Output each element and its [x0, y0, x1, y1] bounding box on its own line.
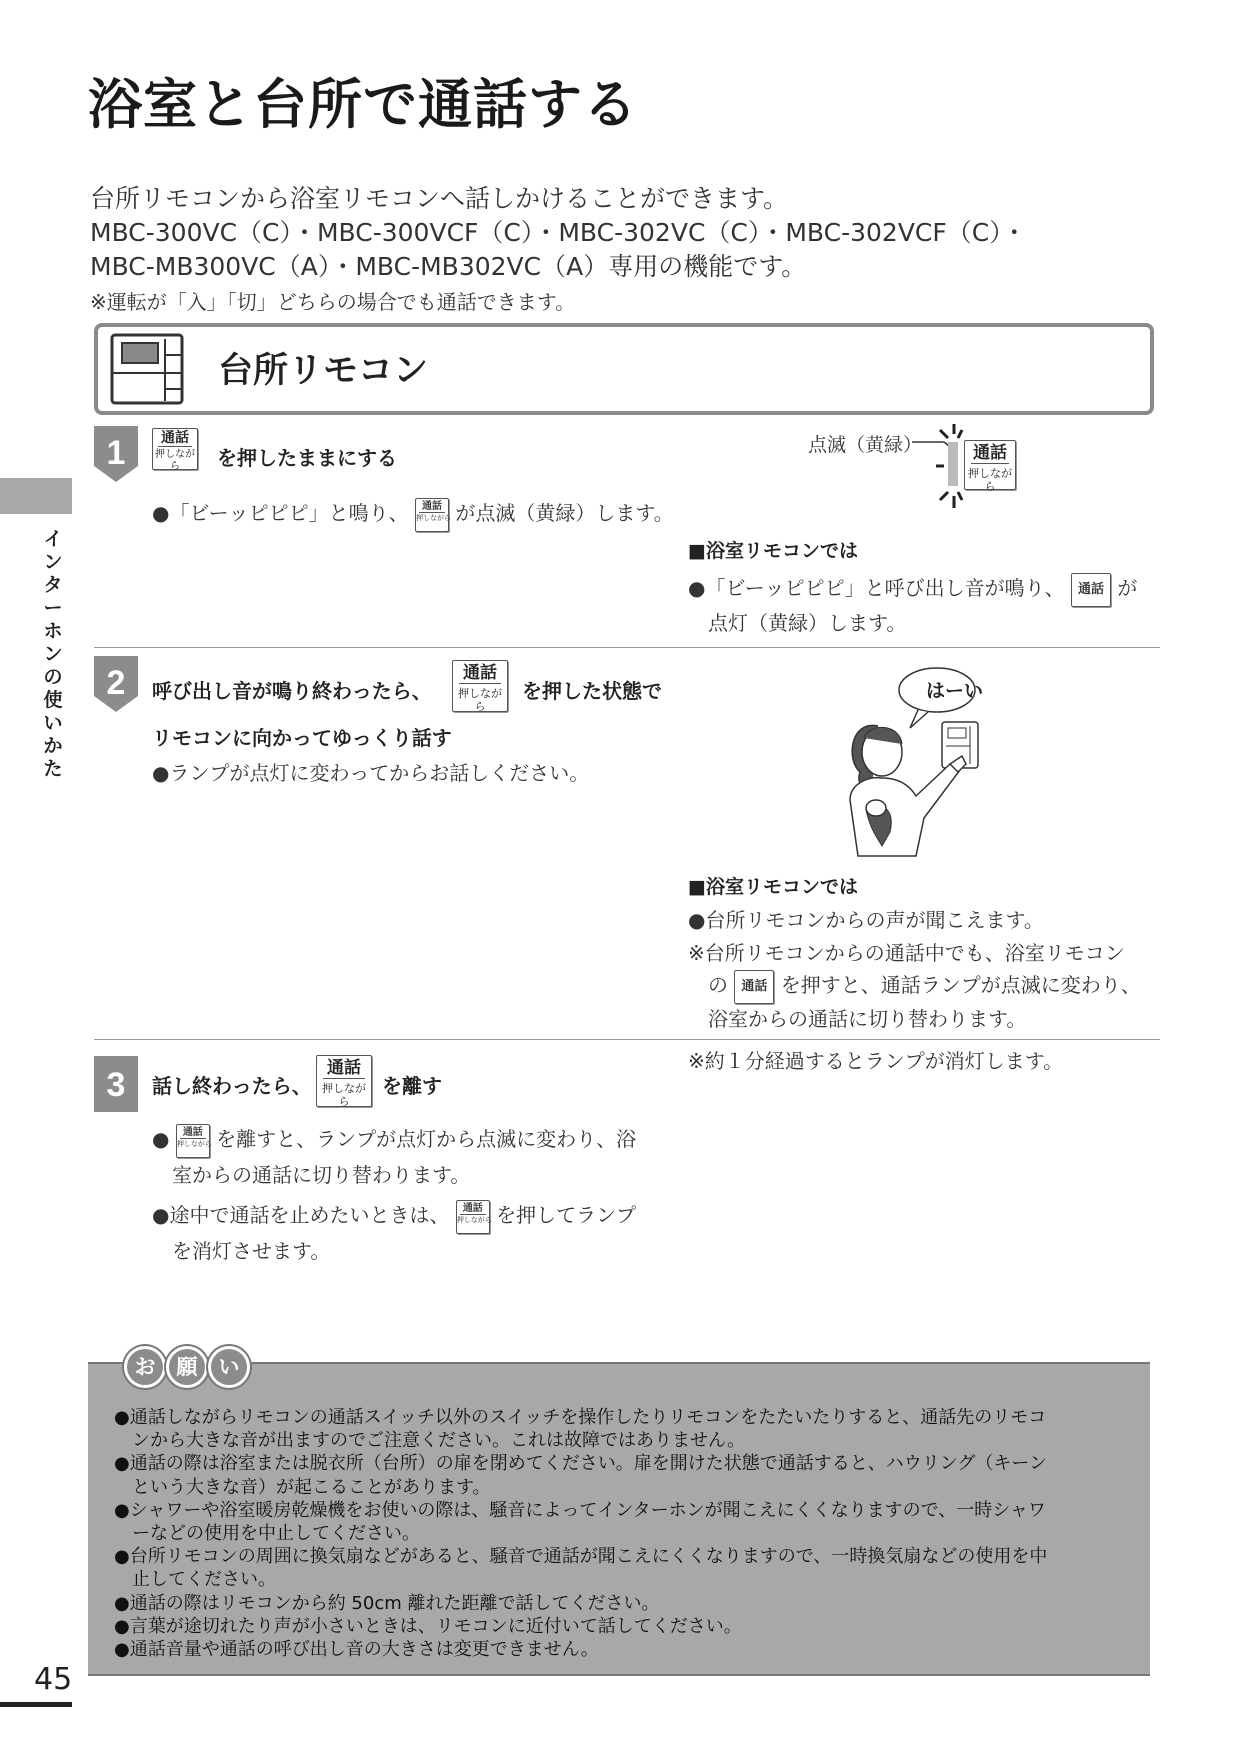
call-button-inline: 通話 — [734, 970, 774, 1004]
step-3-bullet — [152, 1198, 636, 1234]
step-2-text: を押した状態で — [522, 679, 662, 703]
blinking-call-button — [964, 440, 1016, 493]
page-title: 浴室と台所で通話する — [88, 73, 638, 136]
step-3-number-badge — [94, 1056, 138, 1112]
step-number: 3 — [106, 1066, 126, 1104]
button-bottom-label: 押しながら — [968, 466, 1012, 493]
call-button-small — [176, 1124, 210, 1158]
request-line: ●通話の際はリモコンから約 50cm 離れた距離で話してください。 — [114, 1592, 660, 1614]
button-bottom-label: 押しながら — [322, 1081, 366, 1108]
request-line: ーなどの使用を中止してください。 — [132, 1523, 420, 1545]
request-line: 止してください。 — [132, 1569, 276, 1591]
intro-text — [90, 182, 1027, 284]
button-bottom-label: 押しながら — [458, 686, 502, 713]
bath-remote-line: ※台所リモコンからの通話中でも、浴室リモコン — [688, 941, 1125, 965]
request-line: ●通話音量や通話の呼び出し音の大きさは変更できません。 — [114, 1639, 599, 1661]
step-1-text: を押したままにする — [217, 446, 397, 470]
section-title: 台所リモコン — [218, 351, 429, 391]
step-1-bullet — [152, 496, 674, 532]
request-line: ●通話しながらリモコンの通話スイッチ以外のスイッチを操作したりリモコンをたたいたりすると、通話先のリモコ — [114, 1407, 1047, 1428]
side-label: インターホンの使いかた — [43, 528, 63, 780]
button-bottom-label: 押しながら — [416, 513, 452, 522]
intro-line: MBC-300VC（C）・MBC-300VCF（C）・MBC-302VC（C）・MBC-302VCF（C）・ — [90, 218, 1027, 247]
kitchen-remote-icon — [110, 333, 184, 405]
bullet-text: ●「ビーッピピピ」と鳴り、 — [152, 501, 409, 525]
speech-bubble-text: はーい — [926, 680, 984, 702]
bullet-text: が点滅（黄緑）します。 — [455, 501, 674, 525]
call-button-small — [456, 1200, 490, 1234]
request-line: という大きな音）が起こることがあります。 — [132, 1476, 491, 1498]
step-2-text-line2: リモコンに向かってゆっくり話す — [152, 726, 452, 750]
step-3-bullet-cont: 室からの通話に切り替わります。 — [172, 1163, 471, 1187]
step-2-bullet: ●ランプが点灯に変わってからお話しください。 — [152, 761, 590, 785]
request-notice-list — [114, 1406, 1047, 1661]
step-1-number-badge — [94, 426, 138, 482]
step-2-number-badge — [94, 656, 138, 712]
step-3-right-note: ※約１分経過するとランプが消灯します。 — [688, 1049, 1064, 1073]
bath-remote-line: 点灯（黄緑）します。 — [708, 611, 907, 635]
bath-text: の — [708, 973, 728, 997]
step-3-bullet-cont: を消灯させます。 — [172, 1239, 331, 1263]
bath-remote-line — [688, 572, 1137, 607]
intro-note: ※運転が「入」「切」どちらの場合でも通話できます。 — [90, 290, 576, 314]
step-divider — [94, 647, 1160, 648]
button-bottom-label: 押しながら — [155, 449, 195, 473]
button-top-label: 通話 — [180, 1125, 206, 1139]
button-bottom-label: 押しながら — [176, 1139, 212, 1148]
request-line: ●シャワーや浴室暖房乾燥機をお使いの際は、騒音によってインターホンが聞こえにくくなりますので、一時シャワ — [114, 1499, 1046, 1521]
intro-line: 台所リモコンから浴室リモコンへ話しかけることができます。 — [90, 184, 789, 213]
button-bottom-label: 押しながら — [456, 1215, 492, 1224]
bath-remote-line: ●台所リモコンからの声が聞こえます。 — [688, 908, 1044, 932]
blink-callout-label: 点滅（黄緑） — [808, 434, 923, 456]
bath-text: を押すと、通話ランプが点滅に変わり、 — [780, 973, 1141, 997]
step-3-call-button — [316, 1055, 372, 1107]
bullet-text: を離すと、ランプが点灯から点滅に変わり、浴 — [216, 1127, 637, 1151]
call-button-small — [415, 498, 452, 532]
request-heading-char: い — [208, 1346, 250, 1388]
request-line: ●台所リモコンの周囲に換気扇などがあると、騒音で通話が聞こえにくくなりますので、一時換気扇などの使用を中 — [114, 1546, 1048, 1568]
button-top-label: 通話 — [459, 661, 501, 684]
step-number: 2 — [106, 664, 126, 702]
step-3-text: を離す — [382, 1074, 442, 1098]
request-heading — [124, 1346, 250, 1388]
bullet-text: を押してランプ — [496, 1203, 637, 1227]
step-number: 1 — [106, 434, 126, 472]
page-number: 45 — [34, 1662, 73, 1697]
intro-line: MBC-MB300VC（A）・MBC-MB302VC（A）専用の機能です。 — [90, 252, 807, 281]
step-2-text: 呼び出し音が鳴り終わったら、 — [152, 679, 432, 703]
request-heading-char: 願 — [166, 1346, 208, 1388]
side-tab-marker — [0, 478, 72, 514]
step-1-call-button — [152, 428, 198, 473]
bullet-text: ● — [152, 1127, 170, 1151]
bullet-text: ●途中で通話を止めたいときは、 — [152, 1203, 450, 1227]
bath-text: ●「ビーッピピピ」と呼び出し音が鳴り、 — [688, 576, 1065, 600]
bath-remote-heading: ■浴室リモコンでは — [688, 540, 858, 562]
request-line: ●通話の際は浴室または脱衣所（台所）の扉を閉めてください。扉を開けた状態で通話すると、ハウリング（キーン — [114, 1453, 1047, 1475]
button-top-label: 通話 — [460, 1201, 486, 1215]
step-3-bullet — [152, 1122, 636, 1158]
button-top-label: 通話 — [323, 1056, 365, 1079]
step-2-call-button — [452, 660, 508, 712]
bath-remote-heading: ■浴室リモコンでは — [688, 876, 858, 898]
step-3-text: 話し終わったら、 — [152, 1074, 312, 1098]
bath-text: が — [1117, 576, 1138, 600]
request-line: ンから大きな音が出ますのでご注意ください。これは故障ではありません。 — [132, 1430, 746, 1452]
call-button-inline: 通話 — [1071, 573, 1111, 607]
page-number-underline — [0, 1702, 72, 1707]
button-top-label: 通話 — [419, 499, 445, 513]
button-top-label: 通話 — [158, 429, 192, 447]
button-top-label: 通話 — [973, 443, 1007, 463]
bath-remote-line — [708, 969, 1141, 1004]
request-line: ●言葉が途切れたり声が小さいときは、リモコンに近付いて話してください。 — [114, 1615, 742, 1637]
request-heading-char: お — [124, 1346, 166, 1388]
step-divider — [94, 1039, 1160, 1040]
bath-remote-line: 浴室からの通話に切り替わります。 — [708, 1007, 1027, 1031]
